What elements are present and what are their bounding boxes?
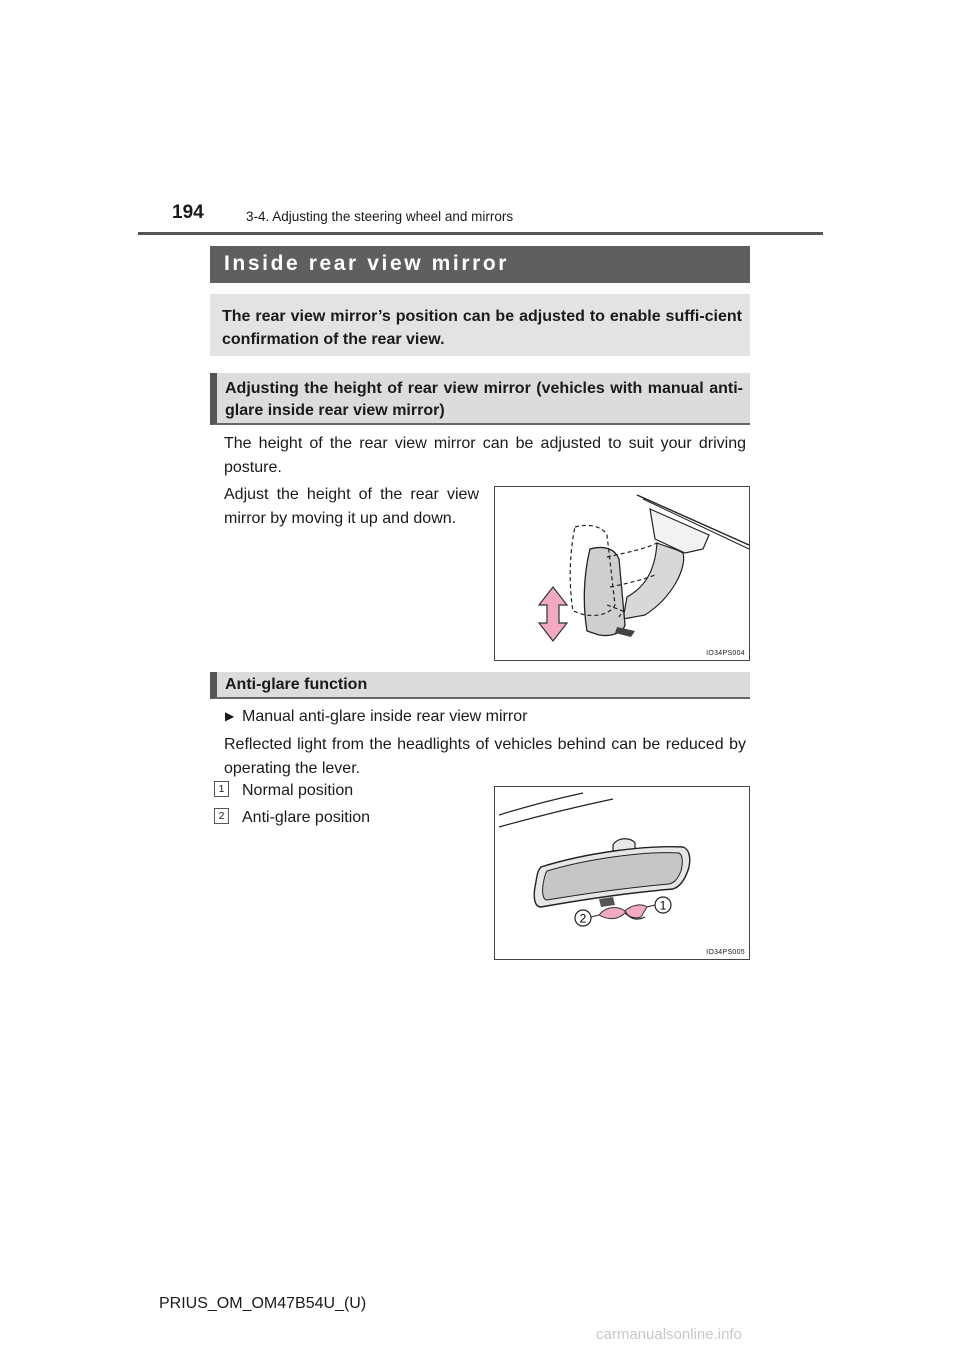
anti-glare-illustration: [495, 787, 751, 961]
subheading-height-adjust: [210, 373, 750, 425]
height-paragraph-2: Adjust the height of the rear view mirror by moving it up and down.: [224, 486, 479, 527]
anti-glare-bullet: Manual anti-glare inside rear view mirror: [242, 708, 528, 725]
intro-box: [210, 294, 750, 356]
main-heading-banner: [210, 246, 750, 283]
intro-text: The rear view mirror’s position can be adjusted to enable suffi-cient confirmation of the rear view.: [222, 308, 742, 348]
figure-anti-glare: [494, 786, 750, 960]
callout-1: 1: [659, 898, 667, 913]
figure-code-1: IO34PS004: [706, 650, 745, 657]
item-number-box: 1: [214, 781, 229, 797]
footer-manual-code: PRIUS_OM_OM47B54U_(U): [159, 1295, 367, 1312]
subheading-height-adjust-text: Adjusting the height of rear view mirror (vehicles with manual anti-glare inside rear view mirror): [225, 380, 743, 419]
bullet-arrow-icon: ▶: [225, 709, 235, 723]
list-item: [214, 809, 370, 833]
watermark: carmanualsonline.info: [596, 1326, 742, 1343]
list-item: [214, 782, 353, 806]
page-number: 194: [172, 202, 204, 223]
mirror-height-illustration: [495, 487, 751, 662]
figure-mirror-height: [494, 486, 750, 661]
subheading-anti-glare-text: Anti-glare function: [225, 676, 368, 693]
figure-code-2: IO34PS005: [706, 949, 745, 956]
section-title: 3-4. Adjusting the steering wheel and mirrors: [246, 209, 514, 224]
anti-glare-paragraph: Reflected light from the headlights of vehicles behind can be reduced by operating the lever.: [224, 736, 746, 777]
callout-2: 2: [579, 911, 587, 926]
item-label: Anti-glare position: [242, 809, 371, 826]
subheading-anti-glare: [210, 672, 750, 699]
item-number-box: 2: [214, 808, 229, 824]
item-label: Normal position: [242, 782, 354, 799]
height-paragraph-1: The height of the rear view mirror can be adjusted to suit your driving posture.: [224, 435, 746, 476]
main-heading: Inside rear view mirror: [224, 252, 510, 275]
header-rule: [138, 232, 823, 235]
